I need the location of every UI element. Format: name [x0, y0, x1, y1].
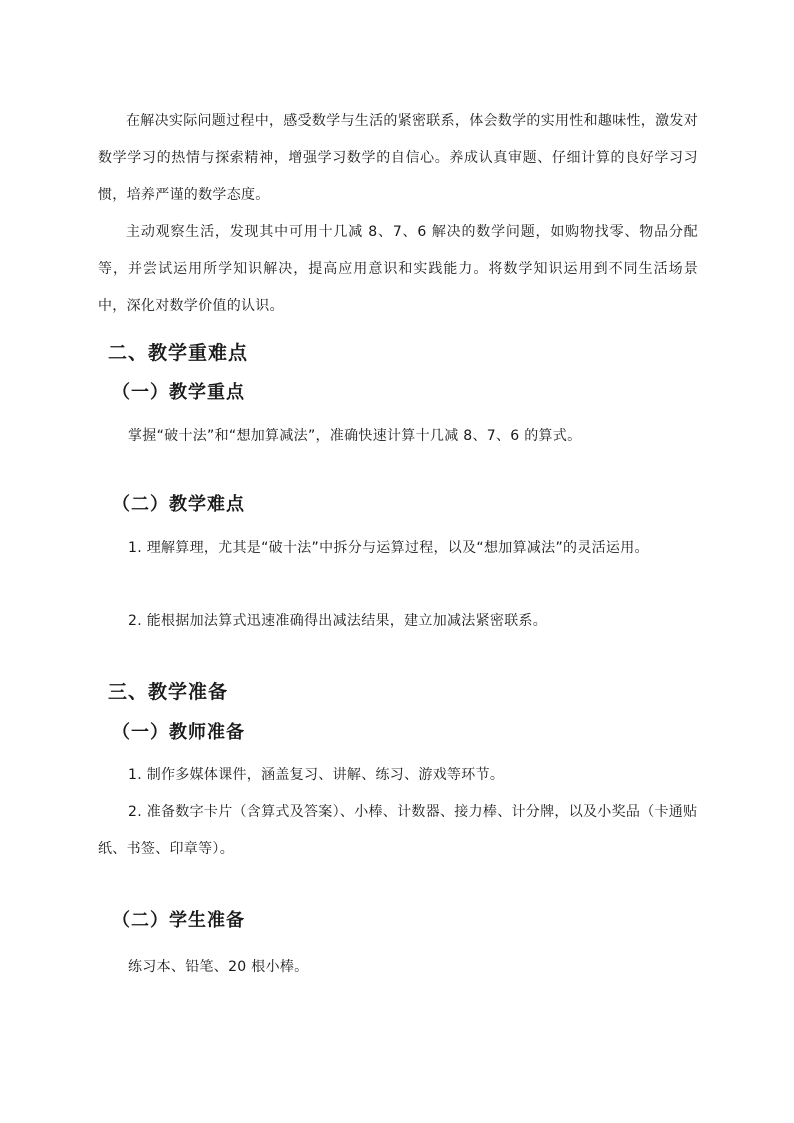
section-2-sub-1-heading: （一）教学重点 — [112, 382, 245, 403]
section-3-sub-1-item-1: 1. 制作多媒体课件，涵盖复习、讲解、练习、游戏等环节。 — [128, 767, 505, 783]
section-3-sub-1-heading: （一）教师准备 — [112, 722, 245, 743]
section-2-sub-1-text: 掌握“破十法”和“想加算减法”，准确快速计算十几减 8、7、6 的算式。 — [128, 428, 582, 444]
section-3-sub-2-text: 练习本、铅笔、20 根小棒。 — [128, 959, 309, 975]
intro-paragraph-1: 在解决实际问题过程中，感受数学与生活的紧密联系，体会数学的实用性和趣味性，激发对数学学习的热情与探索精神，增强学习数学的自信心。养成认真审题、仔细计算的良好学习习惯，培养严谨的数学态度。 — [98, 113, 698, 203]
intro-paragraph-2: 主动观察生活，发现其中可用十几减 8、7、6 解决的数学问题，如购物找零、物品分配等，并尝试运用所学知识解决，提高应用意识和实践能力。将数学知识运用到不同生活场景中，深化对数学价值的认识。 — [98, 224, 698, 314]
section-3-sub-2-heading: （二）学生准备 — [112, 910, 245, 931]
section-2-sub-2-item-1: 1. 理解算理，尤其是“破十法”中拆分与运算过程，以及“想加算减法”的灵活运用。 — [128, 540, 649, 556]
section-3-heading: 三、教学准备 — [108, 681, 229, 703]
section-2-sub-2-heading: （二）教学难点 — [112, 494, 245, 515]
section-2-heading: 二、教学重难点 — [108, 342, 249, 364]
section-2-sub-2-item-2: 2. 能根据加法算式迅速准确得出减法结果，建立加减法紧密联系。 — [128, 613, 548, 629]
section-3-sub-1-item-2: 2. 准备数字卡片（含算式及答案）、小棒、计数器、接力棒、计分牌，以及小奖品（卡通贴纸、书签、印章等）。 — [98, 804, 698, 857]
